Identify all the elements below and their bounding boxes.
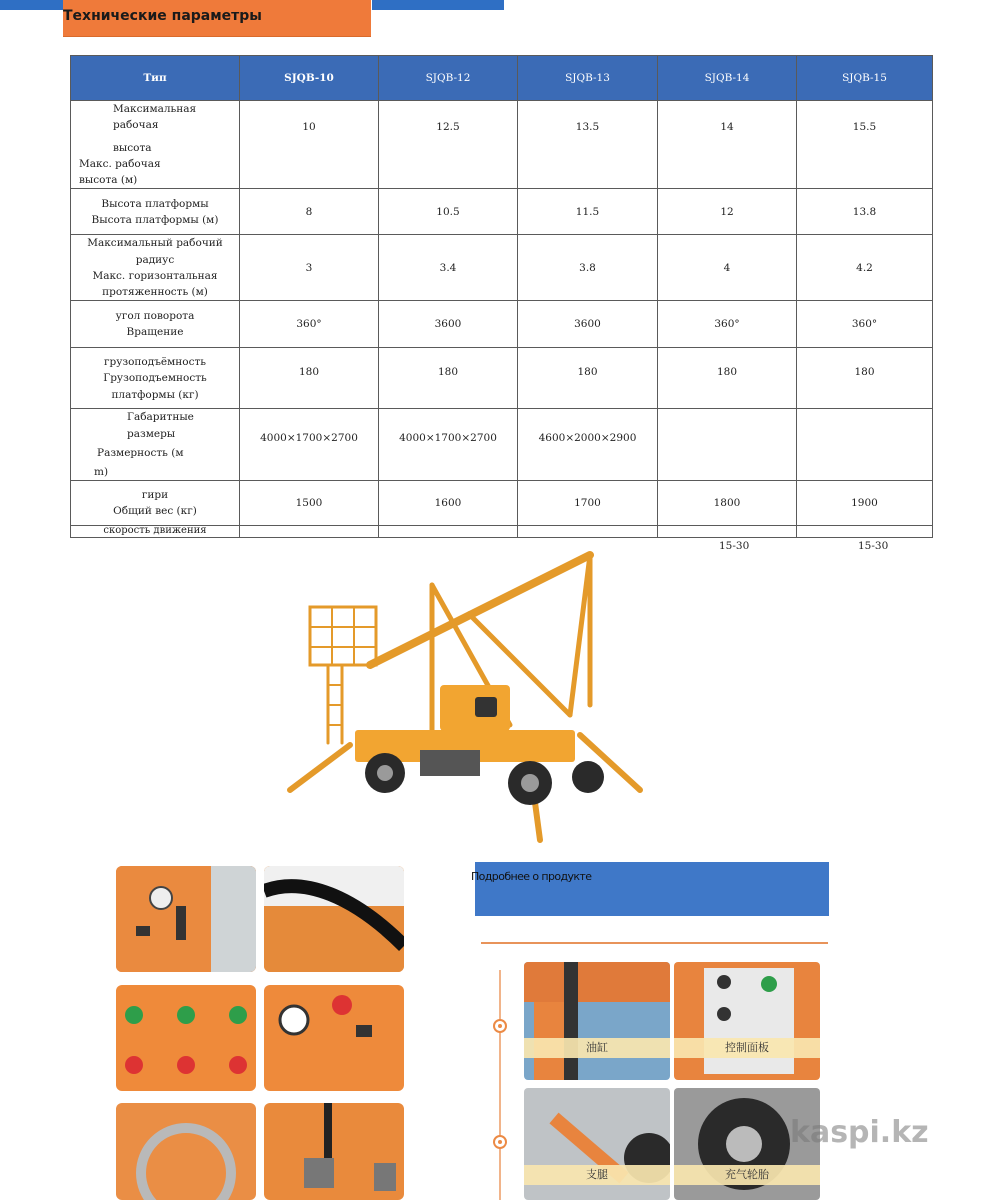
label-line: Максимальная рабочая xyxy=(113,103,197,132)
type-header: Тип xyxy=(71,56,240,101)
cell-value: 1800 xyxy=(658,481,797,526)
hose-icon xyxy=(264,866,404,972)
detail-title: Подробнее о продукте xyxy=(471,870,592,883)
cylinder-icon xyxy=(524,962,670,1080)
cell-value: 15.5 xyxy=(797,101,933,189)
model-header: SJQB-12 xyxy=(379,56,518,101)
row-label xyxy=(71,189,240,235)
label-line: грузоподъёмность xyxy=(103,355,207,368)
thumb-button-panel xyxy=(116,985,256,1091)
cell-value: 1900 xyxy=(797,481,933,526)
cell-value: 180 xyxy=(240,348,379,409)
cell-value: 3 xyxy=(240,235,379,301)
row-label xyxy=(71,348,240,409)
detail-divider xyxy=(481,942,828,944)
cell-value: 360° xyxy=(658,301,797,348)
pedal-icon xyxy=(264,1103,404,1200)
table-row xyxy=(71,235,933,301)
table-row xyxy=(71,189,933,235)
steering-wheel-icon xyxy=(116,1103,256,1200)
label-line: Размерность (м xyxy=(97,446,184,459)
thumb-steering-wheel xyxy=(116,1103,256,1200)
cell-value: 8 xyxy=(240,189,379,235)
label-line: высота xyxy=(113,141,152,154)
row-label xyxy=(71,409,240,481)
photo-control-panel xyxy=(674,962,820,1080)
cell-value: 11.5 xyxy=(518,189,658,235)
watermark-logo: kaspi.kz xyxy=(790,1115,929,1150)
cell-value: 180 xyxy=(379,348,518,409)
cell-value: 14 xyxy=(658,101,797,189)
row-label xyxy=(71,235,240,301)
label-line: Габаритные размеры xyxy=(127,411,194,440)
model-header: SJQB-14 xyxy=(658,56,797,101)
label-line: гири xyxy=(141,489,169,502)
cell-value: 3600 xyxy=(379,301,518,348)
cell-value xyxy=(379,526,518,538)
cell-value: 3.4 xyxy=(379,235,518,301)
cell-value xyxy=(658,409,797,481)
label-line: Грузоподъемность xyxy=(103,372,207,385)
table-row xyxy=(71,526,933,538)
thumb-hydraulic-hose xyxy=(264,866,404,972)
table-row xyxy=(71,348,933,409)
photo-cylinder xyxy=(524,962,670,1080)
cell-value: 13.5 xyxy=(518,101,658,189)
speed-value: 15-30 xyxy=(719,540,750,552)
label-line: m) xyxy=(94,466,109,479)
buttons-icon xyxy=(116,985,256,1091)
cell-value xyxy=(240,526,379,538)
gauge-icon xyxy=(116,866,256,972)
label-line: Макс. рабочая xyxy=(79,157,161,170)
timeline-line xyxy=(499,970,501,1200)
boom-lift-illustration xyxy=(270,545,650,850)
table-row xyxy=(71,301,933,348)
row-label xyxy=(71,526,240,538)
label-line: скорость движения xyxy=(103,525,207,537)
timeline-dot xyxy=(493,1135,507,1149)
cell-value xyxy=(797,526,933,538)
cell-value: 4.2 xyxy=(797,235,933,301)
cell-value: 10.5 xyxy=(379,189,518,235)
cell-value: 1600 xyxy=(379,481,518,526)
label-line: Макс. горизонтальная xyxy=(92,269,218,282)
cell-value: 4 xyxy=(658,235,797,301)
label-line: Максимальный рабочий радиус xyxy=(87,237,223,266)
cell-value: 12 xyxy=(658,189,797,235)
label-line: платформы (кг) xyxy=(111,388,199,401)
cell-value: 360° xyxy=(240,301,379,348)
spec-header-row xyxy=(71,56,933,101)
cell-value: 4000×1700×2700 xyxy=(240,409,379,481)
top-accent-bar-left xyxy=(0,0,63,10)
timeline-dot xyxy=(493,1019,507,1033)
row-label xyxy=(71,301,240,348)
thumb-pedals xyxy=(264,1103,404,1200)
top-accent-bar-right xyxy=(372,0,504,10)
table-row xyxy=(71,481,933,526)
row-label xyxy=(71,481,240,526)
photo-outrigger xyxy=(524,1088,670,1200)
cell-value: 3600 xyxy=(518,301,658,348)
row-label xyxy=(71,101,240,189)
emergency-stop-icon xyxy=(264,985,404,1091)
cell-value xyxy=(658,526,797,538)
speed-value: 15-30 xyxy=(858,540,889,552)
cell-value: 13.8 xyxy=(797,189,933,235)
thumb-emergency-stop xyxy=(264,985,404,1091)
spec-table xyxy=(70,55,933,538)
table-row xyxy=(71,101,933,189)
label-line: Высота платформы (м) xyxy=(91,213,219,226)
label-line: Вращение xyxy=(126,326,184,339)
table-row xyxy=(71,409,933,481)
model-header: SJQB-13 xyxy=(518,56,658,101)
photo-caption: 充气轮胎 xyxy=(674,1165,820,1185)
cell-value: 4000×1700×2700 xyxy=(379,409,518,481)
label-line: угол поворота xyxy=(115,310,195,323)
photo-caption: 油缸 xyxy=(524,1038,670,1058)
model-header: SJQB-10 xyxy=(240,56,379,101)
control-panel-icon xyxy=(674,962,820,1080)
model-header: SJQB-15 xyxy=(797,56,933,101)
engine-block xyxy=(420,750,480,776)
label-line: Общий вес (кг) xyxy=(113,505,197,518)
page-title: Технические параметры xyxy=(63,8,262,24)
cell-value xyxy=(518,526,658,538)
photo-caption: 控制面板 xyxy=(674,1038,820,1058)
label-line: высота (м) xyxy=(79,174,138,187)
cell-value: 4600×2000×2900 xyxy=(518,409,658,481)
thumb-control-panel xyxy=(116,866,256,972)
cell-value xyxy=(797,409,933,481)
cell-value: 10 xyxy=(240,101,379,189)
cell-value: 12.5 xyxy=(379,101,518,189)
cell-value: 3.8 xyxy=(518,235,658,301)
cell-value: 180 xyxy=(658,348,797,409)
seat xyxy=(475,697,497,717)
label-line: Высота платформы xyxy=(101,197,209,210)
cell-value: 1700 xyxy=(518,481,658,526)
cell-value: 360° xyxy=(797,301,933,348)
photo-caption: 支腿 xyxy=(524,1165,670,1185)
cell-value: 180 xyxy=(797,348,933,409)
cell-value: 180 xyxy=(518,348,658,409)
label-line: протяженность (м) xyxy=(102,286,208,299)
cell-value: 1500 xyxy=(240,481,379,526)
